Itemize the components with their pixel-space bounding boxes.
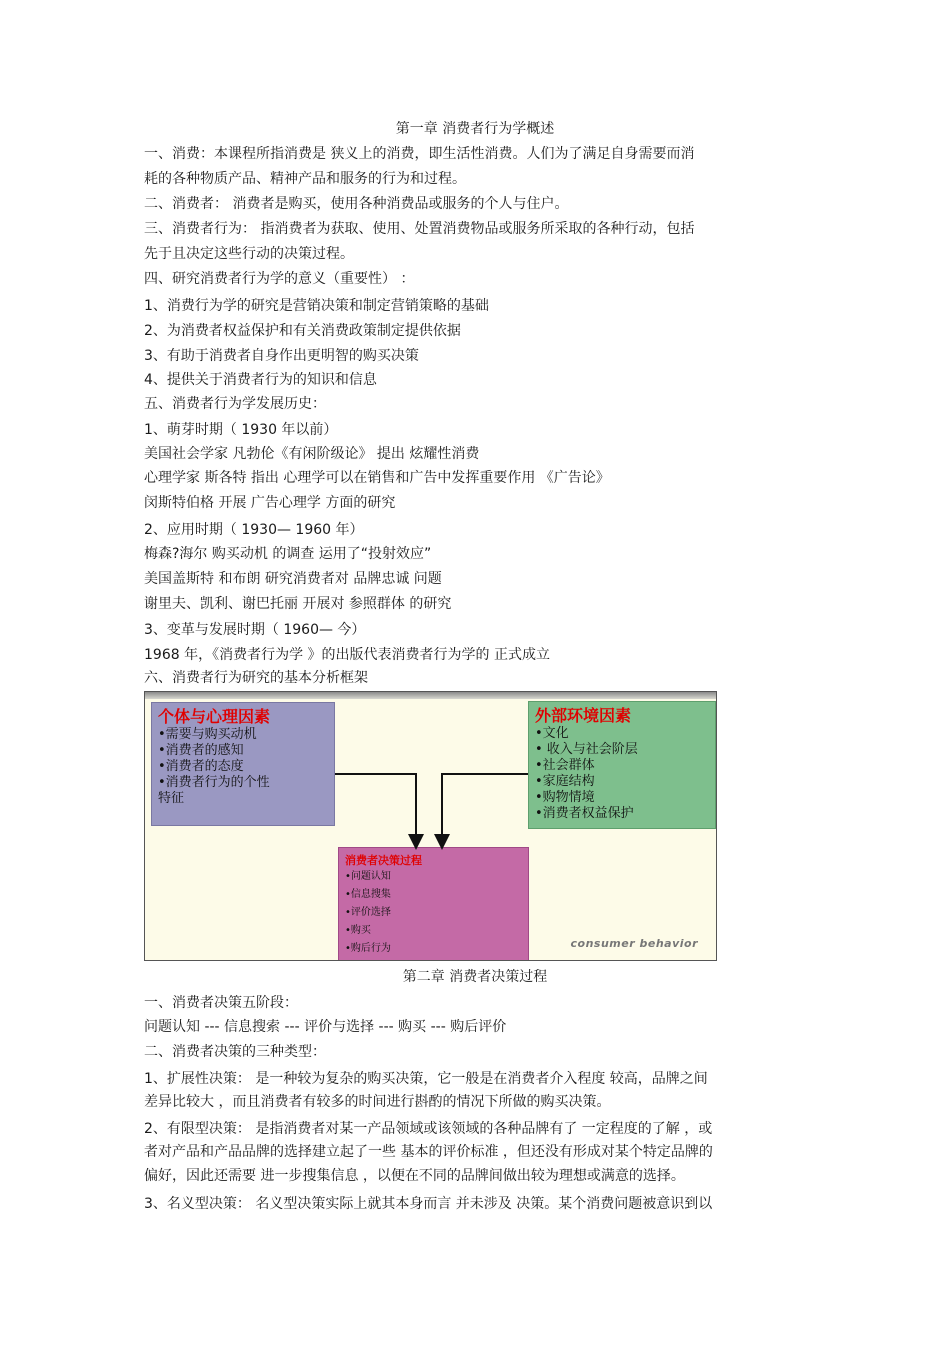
arrow-from-environment [442, 774, 528, 842]
list-item: •购买 [345, 925, 371, 936]
connector-arrows [145, 692, 717, 961]
text-line: 五、消费者行为学发展历史： [144, 396, 326, 412]
chapter1-title: 第一章 消费者行为学概述 [395, 121, 555, 137]
list-item: • 收入与社会阶层 [535, 742, 638, 757]
list-item: •信息搜集 [345, 889, 391, 900]
text-line: 三、消费者行为： 指消费者为获取、使用、处置消费物品或服务所采取的各种行动，包括 [144, 221, 695, 237]
text-line: 一、消费：本课程所指消费是 狭义上的消费，即生活性消费。人们为了满足自身需要而消 [144, 146, 695, 162]
diagram-caption: consumer behavior [570, 937, 698, 950]
text-line: 3、有助于消费者自身作出更明智的购买决策 [144, 348, 419, 364]
text-line: 3、名义型决策： 名义型决策实际上就其本身而言 并未涉及 决策。某个消费问题被意识到以 [144, 1196, 713, 1212]
text-line: 1968 年，《消费者行为学 》的出版代表消费者行为学的 正式成立 [144, 647, 550, 663]
text-line: 四、研究消费者行为学的意义（重要性） ： [144, 271, 415, 287]
individual-factors-title: 个体与心理因素 [158, 707, 271, 726]
text-line: 1、消费行为学的研究是营销决策和制定营销策略的基础 [144, 298, 489, 314]
text-line: 2、有限型决策： 是指消费者对某一产品领域或该领域的各种品牌有了 一定程度的了解 ，或 [144, 1121, 713, 1137]
list-item: •社会群体 [535, 758, 595, 773]
text-line: 梅森?海尔 购买动机 的调查 运用了“投射效应” [144, 546, 432, 562]
text-line: 4、提供关于消费者行为的知识和信息 [144, 372, 377, 388]
decision-process-title: 消费者决策过程 [345, 854, 422, 867]
text-line: 耗的各种物质产品、精神产品和服务的行为和过程。 [144, 171, 466, 187]
list-item: •家庭结构 [535, 774, 595, 789]
list-item: •购物情境 [535, 790, 595, 805]
text-line: 美国盖斯特 和布朗 研究消费者对 品牌忠诚 问题 [144, 571, 442, 587]
list-item: •评价选择 [345, 907, 391, 918]
text-line: 问题认知 --- 信息搜索 --- 评价与选择 --- 购买 --- 购后评价 [144, 1019, 507, 1035]
list-item: •需要与购买动机 [158, 727, 257, 742]
text-line: 2、应用时期（ 1930— 1960 年） [144, 522, 364, 538]
list-item: 特征 [158, 791, 185, 806]
text-line: 偏好，因此还需要 进一步搜集信息 ，以便在不同的品牌间做出较为理想或满意的选择。 [144, 1168, 685, 1184]
list-item: •消费者行为的个性 [158, 775, 270, 790]
text-line: 谢里夫、凯利、谢巴托丽 开展对 参照群体 的研究 [144, 596, 452, 612]
text-line: 者对产品和产品品牌的选择建立起了一些 基本的评价标准 ，但还没有形成对某个特定品牌的 [144, 1144, 713, 1160]
framework-diagram [144, 691, 717, 961]
text-line: 先于且决定这些行动的决策过程。 [144, 246, 354, 262]
text-line: 美国社会学家 凡勃伦《有闲阶级论》 提出 炫耀性消费 [144, 446, 480, 462]
text-line: 闵斯特伯格 开展 广告心理学 方面的研究 [144, 495, 396, 511]
list-item: •消费者权益保护 [535, 806, 634, 821]
text-line: 二、消费者决策的三种类型： [144, 1044, 326, 1060]
environment-factors-title: 外部环境因素 [535, 706, 632, 725]
list-item: •消费者的态度 [158, 759, 244, 774]
list-item: •问题认知 [345, 871, 391, 882]
text-line: 一、消费者决策五阶段： [144, 995, 298, 1011]
list-item: •消费者的感知 [158, 743, 244, 758]
text-line: 2、为消费者权益保护和有关消费政策制定提供依据 [144, 323, 461, 339]
chapter2-title: 第二章 消费者决策过程 [402, 969, 548, 985]
arrow-from-individual [335, 774, 416, 842]
text-line: 二、消费者： 消费者是购买，使用各种消费品或服务的个人与住户。 [144, 196, 569, 212]
list-item: •购后行为 [345, 943, 391, 954]
text-line: 1、萌芽时期（ 1930 年以前） [144, 422, 338, 438]
text-line: 六、消费者行为研究的基本分析框架 [144, 670, 368, 686]
text-line: 差异比较大 ，而且消费者有较多的时间进行斟酌的情况下所做的购买决策。 [144, 1094, 611, 1110]
list-item: •文化 [535, 726, 569, 741]
text-line: 3、变革与发展时期（ 1960— 今） [144, 622, 366, 638]
text-line: 心理学家 斯各特 指出 心理学可以在销售和广告中发挥重要作用 《广告论》 [144, 470, 610, 486]
text-line: 1、扩展性决策： 是一种较为复杂的购买决策，它一般是在消费者介入程度 较高，品牌之间 [144, 1071, 708, 1087]
